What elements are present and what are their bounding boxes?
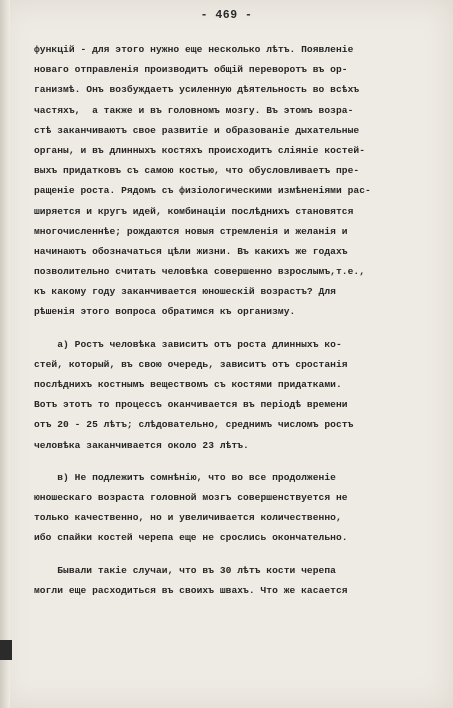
paragraph-gap [34,456,444,468]
text-line: а) Ростъ человѣка зависитъ отъ роста длинныхъ ко- [34,338,342,350]
text-line: послѣднихъ костнымъ веществомъ съ костями придатками. [34,379,342,390]
paragraph-gap [34,323,444,335]
text-line: выхъ придатковъ съ самою костью, что обусловливаетъ пре- [34,165,360,177]
text-line: юношескаго возраста головной мозгъ совершенствуется не [34,491,348,503]
text-line: ращеніе роста. Рядомъ съ физіологическими измѣненіями рас- [34,185,371,197]
text-line: ганизмѣ. Онъ возбуждаетъ усиленную дѣятельность во всѣхъ [34,84,360,96]
paragraph-gap [34,549,444,561]
text-line: новаго отправленія производитъ общій переворотъ въ ор- [34,64,348,76]
text-line: отъ 20 - 25 лѣтъ; слѣдовательно, среднимъ числомъ ростъ [34,419,354,431]
text-line: къ какому году заканчивается юношескій возрастъ? Для [34,286,336,298]
text-line: Вотъ этотъ то процессъ оканчивается въ періодѣ времени [34,399,348,411]
text-line: ибо спайки костей черепа еще не срослись окончательно. [34,532,348,544]
text-line: в) Не подлежитъ сомнѣнію, что во все продолженіе [34,471,336,483]
page-number: - 469 - [200,9,253,22]
text-line: стѣ заканчиваютъ свое развитіе и образованіе дыхательные [34,124,360,136]
text-line: частяхъ, а также и въ головномъ мозгу. Въ этомъ возра- [34,104,354,116]
text-line: начинаютъ обозначаться цѣли жизни. Въ какихъ же годахъ [34,245,348,257]
text-line: позволительно считать человѣка совершенно взрослымъ,т.е., [34,266,366,278]
text-line: ширяется и кругъ идей, комбинаціи послѣднихъ становятся [34,205,354,217]
text-line: человѣка заканчивается около 23 лѣтъ. [34,439,249,451]
text-line: Бывали такіе случаи, что въ 30 лѣтъ кости черепа [34,564,336,576]
text-line: стей, который, въ свою очередь, зависитъ отъ сростанія [34,358,348,370]
text-line: многочисленнѣе; рождаются новыя стремленія и желанія и [34,225,348,237]
text-line: только качественно, но и увеличивается количественно, [34,512,342,524]
document-body [34,40,444,601]
text-line: органы, и въ длинныхъ костяхъ происходитъ сліяніе костей- [34,144,366,156]
page-edge-shadow [0,0,10,708]
text-line: рѣшенія этого вопроса обратимся къ организму. [34,306,296,318]
binding-mark [0,640,12,660]
text-line: функцій - для этого нужно еще несколько лѣтъ. Появленіе [34,44,354,55]
text-line: могли еще расходиться въ своихъ швахъ. Что же касается [34,584,348,596]
